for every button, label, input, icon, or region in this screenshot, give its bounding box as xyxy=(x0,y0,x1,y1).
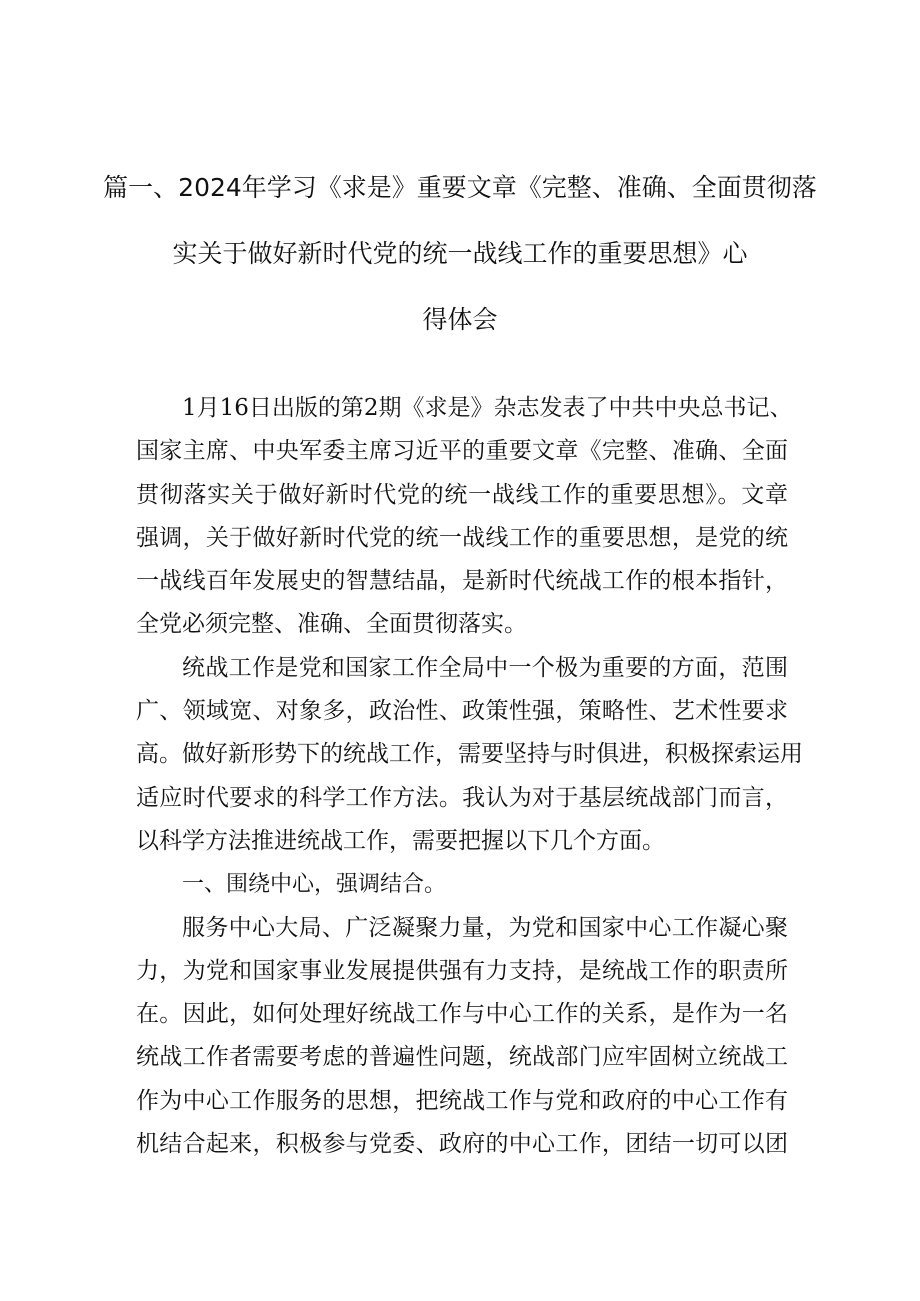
paragraph-line: 贯彻落实关于做好新时代党的统一战线工作的重要思想》。文章 xyxy=(136,481,788,508)
paragraph-line: 统战工作是党和国家工作全局中一个极为重要的方面，范围 xyxy=(182,654,788,681)
paragraph-united-front-work xyxy=(136,647,803,863)
paragraph-line: 在。因此，如何处理好统战工作与中心工作的关系，是作为一名 xyxy=(136,1001,788,1028)
title-line-1: 篇一、2024年学习《求是》重要文章《完整、准确、全面贯彻落 xyxy=(103,173,817,202)
title-line-3: 得体会 xyxy=(422,305,498,334)
paragraph-line: 高。做好新形势下的统战工作，需要坚持与时俱进，积极探索运用 xyxy=(136,741,803,768)
section-heading-1: 一、围绕中心，强调结合。 xyxy=(182,872,447,898)
paragraph-line: 作为中心工作服务的思想，把统战工作与党和政府的中心工作有 xyxy=(136,1087,788,1114)
paragraph-line: 全党必须完整、准确、全面贯彻落实。 xyxy=(136,611,527,638)
paragraph-line: 以科学方法推进统战工作，需要把握以下几个方面。 xyxy=(136,827,665,854)
document-title xyxy=(100,155,820,353)
paragraph-intro xyxy=(136,387,793,647)
paragraph-serve-center xyxy=(136,907,788,1167)
paragraph-line: 统战工作者需要考虑的普遍性问题，统战部门应牢固树立统战工 xyxy=(136,1044,788,1071)
paragraph-line: 机结合起来，积极参与党委、政府的中心工作，团结一切可以团 xyxy=(136,1131,788,1158)
paragraph-line: 一战线百年发展史的智慧结晶，是新时代统战工作的根本指针， xyxy=(136,568,788,595)
document-body xyxy=(136,387,803,1166)
paragraph-line: 力，为党和国家事业发展提供强有力支持，是统战工作的职责所 xyxy=(136,957,788,984)
paragraph-line: 广、领域宽、对象多，政治性、政策性强，策略性、艺术性要求 xyxy=(136,698,788,725)
paragraph-line: 适应时代要求的科学工作方法。我认为对于基层统战部门而言， xyxy=(136,784,788,811)
paragraph-line: 国家主席、中央军委主席习近平的重要文章《完整、准确、全面 xyxy=(136,438,788,465)
title-line-2: 实关于做好新时代党的统一战线工作的重要思想》心 xyxy=(172,239,748,268)
paragraph-line: 服务中心大局、广泛凝聚力量，为党和国家中心工作凝心聚 xyxy=(182,914,788,941)
paragraph-line: 强调，关于做好新时代党的统一战线工作的重要思想，是党的统 xyxy=(136,524,788,551)
paragraph-line: 1月16日出版的第2期《求是》杂志发表了中共中央总书记、 xyxy=(182,395,793,421)
